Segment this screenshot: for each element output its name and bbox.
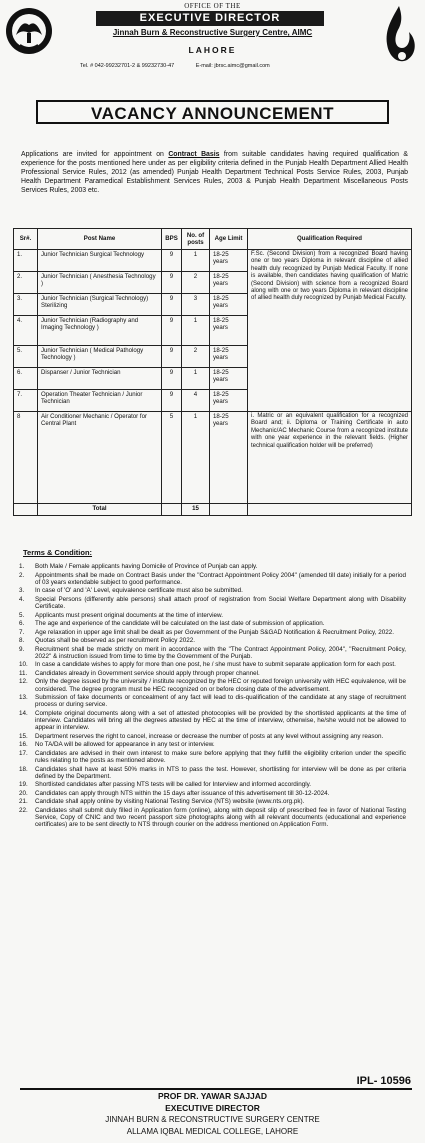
term-text: Applicants must present original documents at the time of interview. xyxy=(35,611,223,619)
row-serial: 6. xyxy=(14,368,38,390)
term-item xyxy=(19,563,406,570)
row-bps: 9 xyxy=(162,368,182,390)
row-post: Junior Technician ( Anesthesia Technology ) xyxy=(38,272,162,294)
column-header: Qualification Required xyxy=(248,229,412,250)
row-age: 18-25 years xyxy=(210,272,248,294)
term-item xyxy=(19,629,406,636)
vacancy-announcement-title: VACANCY ANNOUNCEMENT xyxy=(36,100,389,124)
total-row xyxy=(14,504,412,516)
header xyxy=(0,0,425,82)
row-serial: 4. xyxy=(14,316,38,346)
term-number: 7. xyxy=(19,628,25,636)
row-posts: 2 xyxy=(182,272,210,294)
intro-text-before: Applications are invited for appointment on xyxy=(21,151,169,158)
signatory-designation: EXECUTIVE DIRECTOR xyxy=(165,1103,260,1113)
term-number: 5. xyxy=(19,611,25,619)
intro-highlight: Contract Basis xyxy=(168,151,220,158)
term-text: Shortlisted candidates after passing NTS tests will be called for Interview and informed accordingly. xyxy=(35,781,312,789)
term-number: 18. xyxy=(19,765,28,773)
qualification-posts-1-7: F.Sc. (Second Division) from a recognized Board having one or two years Diploma in relevant discipline of allied health duly recognized by Punjab Medical Faculty. If none is available, then candidates having qualification of Matric (Second Division) with science from a recognized Board along with one or two years Diploma in relevant discipline of allied health duly recognized by Punjab Medical Faculty. xyxy=(248,250,412,412)
term-item xyxy=(19,572,406,586)
term-text: Only the degree issued by the university / institute recognized by the HEC or reputed foreign university with HEC equivalence, will be considered. The degree program must be HEC recognized on or before closing date of the advertisement. xyxy=(35,678,406,693)
email-address: E-mail: jbrsc.aimc@gmail.com xyxy=(195,63,270,69)
column-header: No. of posts xyxy=(182,229,210,250)
table-row xyxy=(14,250,412,272)
total-spacer xyxy=(162,504,182,516)
terms-title: Terms & Condition: xyxy=(23,548,93,557)
term-item xyxy=(19,790,406,797)
term-item xyxy=(19,637,406,644)
row-serial: 2. xyxy=(14,272,38,294)
term-text: Recruitment shall be made strictly on merit in accordance with the "The Contract Appointment Policy, 2004", "Recruitment Policy, 2022" & instruction issued from time to time by the Government of the Punjab. xyxy=(35,645,406,660)
term-number: 12. xyxy=(19,678,28,686)
row-bps: 9 xyxy=(162,346,182,368)
row-posts: 1 xyxy=(182,412,210,504)
term-text: Candidate shall apply online by visiting National Testing Service (NTS) website (www.nts.org.pk). xyxy=(35,798,305,806)
term-item xyxy=(19,733,406,740)
term-number: 17. xyxy=(19,749,28,757)
row-bps: 9 xyxy=(162,294,182,316)
ipl-number: IPL- 10596 xyxy=(356,1075,411,1087)
row-serial: 8 xyxy=(14,412,38,504)
row-age: 18-25 years xyxy=(210,368,248,390)
term-number: 15. xyxy=(19,732,28,740)
column-header: Post Name xyxy=(38,229,162,250)
row-post: Dispanser / Junior Technician xyxy=(38,368,162,390)
total-posts: 15 xyxy=(182,504,210,516)
term-item xyxy=(19,661,406,668)
term-text: In case of 'O' and 'A' Level, equivalence certificate must also be submitted. xyxy=(35,587,243,595)
term-number: 10. xyxy=(19,661,28,669)
term-text: No TA/DA will be allowed for appearance in any test or interview. xyxy=(35,741,215,749)
term-text: The age and experience of the candidate will be calculated on the last date of submission of application. xyxy=(35,620,325,628)
term-item xyxy=(19,620,406,627)
term-item xyxy=(19,670,406,677)
city-name: LAHORE xyxy=(188,45,237,55)
term-number: 6. xyxy=(19,620,25,628)
office-of-label: OFFICE OF THE xyxy=(184,2,241,10)
column-header: Sr#. xyxy=(14,229,38,250)
term-number: 13. xyxy=(19,694,28,702)
term-number: 16. xyxy=(19,741,28,749)
term-item xyxy=(19,807,406,828)
term-text: Special Persons (differently able persons) shall attach proof of registration from Social Welfare Department along with Disability Certificate. xyxy=(35,595,406,610)
term-number: 19. xyxy=(19,781,28,789)
term-number: 11. xyxy=(19,669,28,677)
term-item xyxy=(19,678,406,692)
term-number: 1. xyxy=(19,563,25,570)
term-text: Appointments shall be made on Contract Basis under the "Contract Appointment Policy 2004" (amended till date) initially for a period of 03 years extendable subject to good performance. xyxy=(35,571,406,586)
row-bps: 9 xyxy=(162,272,182,294)
term-item xyxy=(19,798,406,805)
row-post: Junior Technician (Radiography and Imaging Technology ) xyxy=(38,316,162,346)
term-number: 22. xyxy=(19,806,28,814)
row-age: 18-25 years xyxy=(210,346,248,368)
term-item xyxy=(19,781,406,788)
term-number: 20. xyxy=(19,789,28,797)
column-header: Age Limit xyxy=(210,229,248,250)
term-text: Age relaxation in upper age limit shall be dealt as per Government of the Punjab S&GAD Notification & Recruitment Policy, 2022. xyxy=(35,628,394,636)
vacancy-table xyxy=(13,228,412,516)
term-number: 8. xyxy=(19,637,25,645)
total-spacer xyxy=(210,504,248,516)
term-text: Quotas shall be observed as per recruitment Policy 2022. xyxy=(35,637,195,645)
term-number: 2. xyxy=(19,571,25,579)
signatory-college: ALLAMA IQBAL MEDICAL COLLEGE, LAHORE xyxy=(126,1127,299,1136)
row-posts: 4 xyxy=(182,390,210,412)
telephone-numbers: Tel. # 042-99232701-2 & 99232730-47 xyxy=(80,63,175,69)
term-text: Candidates are advised in their own interest to make sure before applying that they fulfill the eligibility criterion under the specific rules relating to the posts as mentioned above. xyxy=(35,749,406,764)
term-item xyxy=(19,741,406,748)
term-text: In case a candidate wishes to apply for more than one post, he / she must have to submit separate application form for each post. xyxy=(35,661,396,669)
total-label: Total xyxy=(38,504,162,516)
row-serial: 1. xyxy=(14,250,38,272)
term-text: Both Male / Female applicants having Domicile of Province of Punjab can apply. xyxy=(35,563,258,570)
intro-paragraph xyxy=(21,150,408,195)
total-spacer xyxy=(248,504,412,516)
term-item xyxy=(19,766,406,780)
row-post: Junior Technician ( Medical Pathology Technology ) xyxy=(38,346,162,368)
term-text: Candidates already in Government service should apply through proper channel. xyxy=(35,669,260,677)
term-number: 21. xyxy=(19,798,28,806)
qualification-post-8: i. Matric or an equivalent qualification for a recognized Board and; ii. Diploma or Training Certificate in auto Mechanic/AC Mechanic Course from a recognized institute with one year experience in the relevant fields. (Higher technical qualification holder will be preferred) xyxy=(248,412,412,504)
row-posts: 1 xyxy=(182,316,210,346)
executive-director-banner: EXECUTIVE DIRECTOR xyxy=(96,11,324,26)
term-item xyxy=(19,596,406,610)
column-header: BPS xyxy=(162,229,182,250)
signatory-centre: JINNAH BURN & RECONSTRUCTIVE SURGERY CENTRE xyxy=(105,1115,320,1124)
term-number: 3. xyxy=(19,587,25,595)
row-posts: 2 xyxy=(182,346,210,368)
term-text: Complete original documents along with a set of attested photocopies will be provided by the shortlisted applicants at the time of interview. Candidates will bring all the degrees attested by HEC at the time of interview, otherwise, he/she would not be allowed to appear in interview. xyxy=(35,709,406,732)
row-post: Junior Technician (Surgical Technology) Sterilizing xyxy=(38,294,162,316)
row-bps: 9 xyxy=(162,316,182,346)
term-text: Candidates shall submit duly filled in Application form (online), along with deposit slip of prescribed fee in favor of National Testing Service, Copy of CNIC and two recent passport size photographs along with all relevant documents (educational and experience certificates) are to be sent directly to NTS through courier on the address mentioned on Application Form. xyxy=(35,806,406,829)
row-age: 18-25 years xyxy=(210,316,248,346)
term-item xyxy=(19,710,406,731)
term-item xyxy=(19,587,406,594)
term-text: Submission of fake documents or concealment of any fact will lead to dis-qualification of the candidate at any stage of recruitment process or during service. xyxy=(35,694,406,709)
row-posts: 3 xyxy=(182,294,210,316)
row-post: Operation Theater Technician / Junior Technician xyxy=(38,390,162,412)
total-spacer xyxy=(14,504,38,516)
term-number: 9. xyxy=(19,645,25,653)
row-age: 18-25 years xyxy=(210,390,248,412)
row-age: 18-25 years xyxy=(210,250,248,272)
centre-name: Jinnah Burn & Reconstructive Surgery Centre, AIMC xyxy=(112,28,313,37)
row-bps: 9 xyxy=(162,250,182,272)
row-post: Air Conditioner Mechanic / Operator for Central Plant xyxy=(38,412,162,504)
term-item xyxy=(19,750,406,764)
row-bps: 5 xyxy=(162,412,182,504)
term-text: Candidates can apply through NTS within the 15 days after issuance of this advertisement till 30-12-2024. xyxy=(35,789,330,797)
intro-text-after: from suitable candidates having required qualification & experience for the posts mentioned here under as per eligibility criteria defined in the Punjab Health Department Allied Health Professional Service Rules, 2012 (as amended) Punjab Health Department Technical Posts Service Rules, 2003, Punjab Health Department Paramedical Establishment Services Rules, 2003 & Punjab Health Department Miscellaneous Posts Services Rules, 2003 etc. xyxy=(21,151,409,194)
row-serial: 5. xyxy=(14,346,38,368)
row-age: 18-25 years xyxy=(210,412,248,504)
term-item xyxy=(19,612,406,619)
row-posts: 1 xyxy=(182,368,210,390)
row-serial: 7. xyxy=(14,390,38,412)
row-bps: 9 xyxy=(162,390,182,412)
row-serial: 3. xyxy=(14,294,38,316)
term-text: Department reserves the right to cancel, increase or decrease the number of posts at any level without assigning any reason. xyxy=(35,732,384,740)
row-post: Junior Technician Surgical Technology xyxy=(38,250,162,272)
contact-info xyxy=(80,63,290,69)
term-text: Candidates shall have at least 50% marks in NTS to pass the test. However, shortlisting for interview will be done as per criteria defined by the Department. xyxy=(35,765,406,780)
terms-list xyxy=(19,563,406,830)
row-age: 18-25 years xyxy=(210,294,248,316)
signatory-name: PROF DR. YAWAR SAJJAD xyxy=(157,1091,268,1101)
term-item xyxy=(19,694,406,708)
table-row xyxy=(14,412,412,504)
table-header-row xyxy=(14,229,412,250)
term-item xyxy=(19,646,406,660)
row-posts: 1 xyxy=(182,250,210,272)
term-number: 14. xyxy=(19,709,28,717)
term-number: 4. xyxy=(19,595,25,603)
